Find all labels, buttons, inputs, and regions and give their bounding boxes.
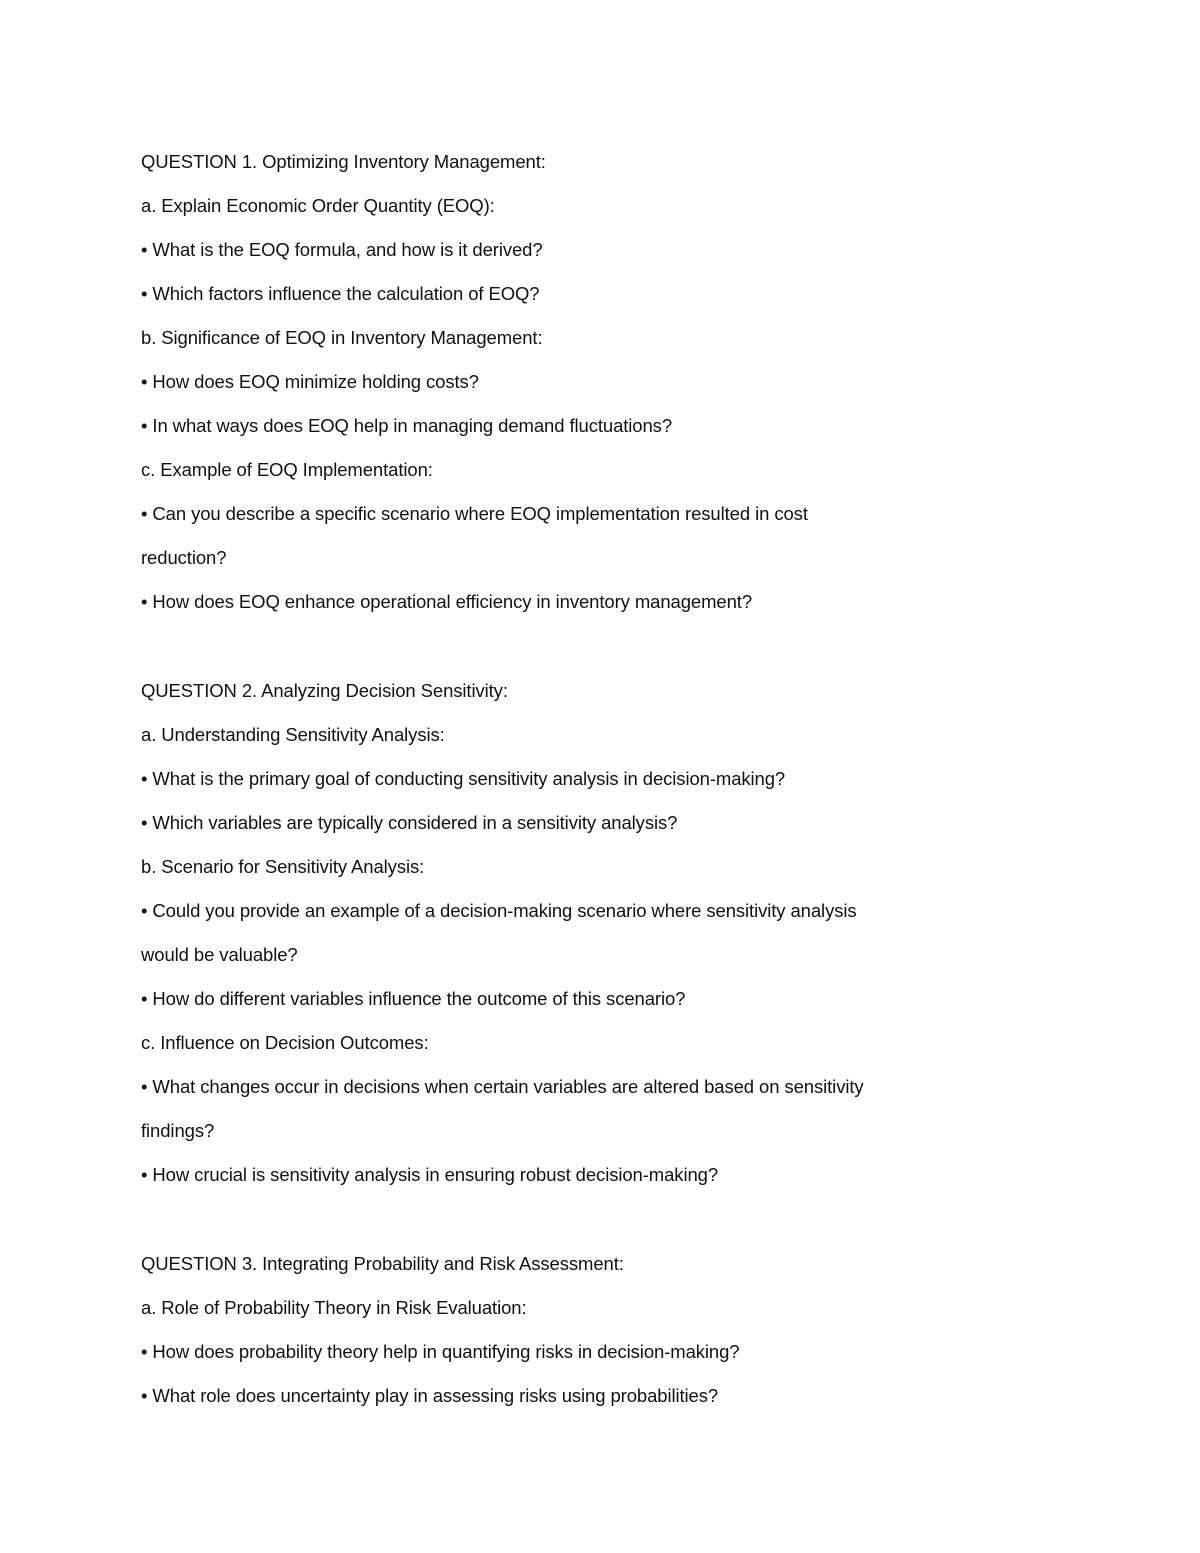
question-1-line: • How does EOQ enhance operational efficiency in inventory management? — [141, 591, 753, 612]
question-1-line: • Which factors influence the calculation of EOQ? — [141, 283, 540, 304]
question-1-line: • How does EOQ minimize holding costs? — [141, 371, 479, 392]
question-1-title: QUESTION 1. Optimizing Inventory Management: — [141, 151, 546, 172]
document-body — [141, 140, 941, 1418]
question-1-section — [141, 140, 941, 624]
question-2-line: • Which variables are typically considered in a sensitivity analysis? — [141, 812, 678, 833]
question-3-line: • What role does uncertainty play in assessing risks using probabilities? — [141, 1385, 719, 1406]
question-2-line: • How do different variables influence the outcome of this scenario? — [141, 988, 686, 1009]
question-2-line: • What is the primary goal of conducting sensitivity analysis in decision-making? — [141, 768, 786, 789]
question-2-line: b. Scenario for Sensitivity Analysis: — [141, 856, 425, 877]
question-2-title: QUESTION 2. Analyzing Decision Sensitivity: — [141, 680, 508, 701]
question-3-line: a. Role of Probability Theory in Risk Evaluation: — [141, 1297, 527, 1318]
question-1-line: • What is the EOQ formula, and how is it derived? — [141, 239, 543, 260]
question-2-line: • Could you provide an example of a decision-making scenario where sensitivity analysis — [141, 900, 857, 921]
question-2-line: findings? — [141, 1120, 215, 1141]
section-spacer — [141, 624, 941, 669]
section-spacer — [141, 1197, 941, 1242]
question-2-line: • What changes occur in decisions when certain variables are altered based on sensitivity — [141, 1076, 864, 1097]
question-3-section — [141, 1242, 941, 1418]
question-1-line: reduction? — [141, 547, 227, 568]
question-1-line: a. Explain Economic Order Quantity (EOQ): — [141, 195, 495, 216]
question-3-title: QUESTION 3. Integrating Probability and Risk Assessment: — [141, 1253, 624, 1274]
question-1-line: c. Example of EOQ Implementation: — [141, 459, 433, 480]
question-2-line: • How crucial is sensitivity analysis in ensuring robust decision-making? — [141, 1164, 719, 1185]
question-2-line: would be valuable? — [141, 944, 298, 965]
question-2-line: a. Understanding Sensitivity Analysis: — [141, 724, 445, 745]
question-1-line: • Can you describe a specific scenario where EOQ implementation resulted in cost — [141, 503, 808, 524]
question-1-line: b. Significance of EOQ in Inventory Management: — [141, 327, 543, 348]
question-2-line: c. Influence on Decision Outcomes: — [141, 1032, 429, 1053]
question-2-section — [141, 669, 941, 1197]
question-1-line: • In what ways does EOQ help in managing demand fluctuations? — [141, 415, 673, 436]
question-3-line: • How does probability theory help in quantifying risks in decision-making? — [141, 1341, 740, 1362]
